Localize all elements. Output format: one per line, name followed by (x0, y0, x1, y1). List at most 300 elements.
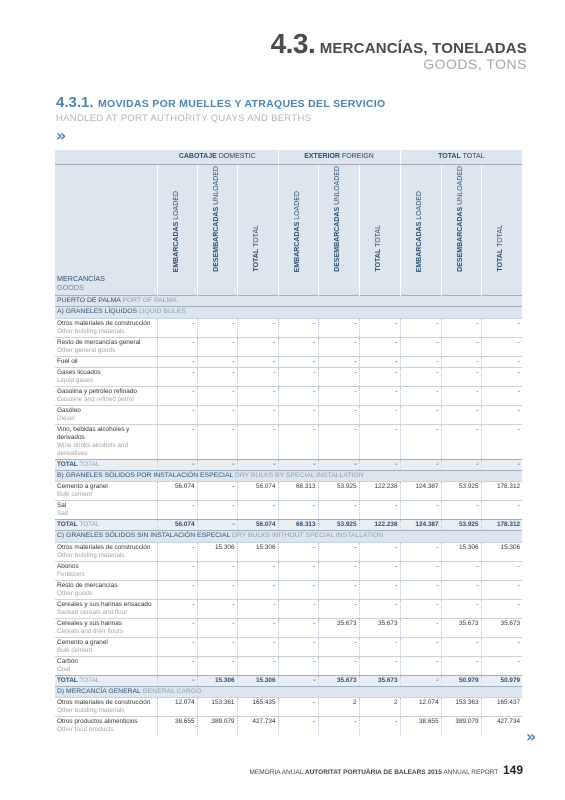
table-cell: - (157, 386, 197, 405)
total-cell: 122.238 (359, 520, 400, 531)
label-es: TOTAL (57, 676, 78, 684)
total-cell: - (278, 459, 318, 470)
total-cell: 15.306 (197, 675, 237, 686)
row-label-en: Other general goods (57, 346, 116, 354)
row-label-es: Sal (57, 502, 67, 510)
column-header-label (253, 225, 262, 272)
table-cell: - (318, 599, 359, 618)
table-cell: - (441, 318, 481, 337)
table-cell: - (359, 337, 400, 356)
table-cell: - (237, 424, 278, 459)
table-cell: 15.306 (237, 542, 278, 561)
total-cell: 35.673 (359, 675, 400, 686)
next-page-chevron-icon[interactable]: » (526, 727, 537, 746)
table-cell: - (441, 656, 481, 675)
column-header (481, 165, 522, 296)
column-header (197, 165, 237, 296)
row-label-en: Gasoline and refined petrol (57, 395, 134, 403)
table-cell: - (237, 405, 278, 424)
table-cell: 2 (359, 698, 400, 717)
row-label-es: Abonos (57, 562, 79, 570)
total-cell: 124.387 (400, 520, 441, 531)
table-cell: - (157, 501, 197, 520)
row-label-en: Liquid gases (57, 376, 93, 384)
table-cell: - (359, 717, 400, 736)
row-label (55, 717, 157, 736)
goods-label-en: GOODS (57, 282, 84, 292)
label-en: LIQUID BULKS (138, 308, 186, 316)
row-label (55, 656, 157, 675)
goods-table (55, 150, 522, 735)
table-cell: 122.238 (359, 482, 400, 501)
row-label-en: Diesel (57, 414, 75, 422)
column-header-en: LOADED (416, 190, 424, 220)
goods-label-es: MERCANCÍAS (57, 273, 105, 283)
column-header-es: DESEMBARCADAS (334, 206, 342, 272)
total-cell: - (359, 459, 400, 470)
table-cell: - (278, 599, 318, 618)
row-label-en: Bulk cement (57, 491, 93, 499)
total-cell: - (157, 675, 197, 686)
label-en: TOTAL (462, 152, 485, 160)
label-es: TOTAL (57, 521, 78, 529)
total-label (55, 520, 157, 531)
table-row (55, 482, 522, 501)
label-en: GENERAL CARGO (142, 687, 202, 695)
table-cell: - (197, 356, 237, 367)
table-row (55, 424, 522, 459)
row-label-es: Resto de mercancías general (57, 338, 141, 346)
table-cell: 35.673 (481, 618, 522, 637)
table-cell: - (237, 618, 278, 637)
table-cell: - (400, 656, 441, 675)
total-cell: 50.979 (441, 675, 481, 686)
label-en: TOTAL (79, 676, 100, 684)
table-cell: - (441, 405, 481, 424)
row-label-es: Resto de mercancías (57, 581, 118, 589)
column-header-es: TOTAL (253, 249, 261, 272)
row-label-en: Other building materials (57, 551, 125, 559)
table-cell: - (400, 356, 441, 367)
table-cell: - (278, 367, 318, 386)
row-label (55, 424, 157, 459)
table-cell: - (318, 405, 359, 424)
label-en: TOTAL (79, 521, 100, 529)
row-label-en: Wine drinks alcohols and derivatives (57, 441, 129, 457)
row-label-en: Other building materials (57, 327, 125, 335)
table-cell: - (278, 656, 318, 675)
row-label-en: Other building materials (57, 707, 125, 715)
column-header-label (375, 225, 384, 272)
table-cell: - (400, 318, 441, 337)
total-cell: 35.673 (318, 675, 359, 686)
table-cell: - (359, 580, 400, 599)
chapter-subtitle: GOODS, TONS (423, 56, 527, 72)
table-cell: - (359, 542, 400, 561)
table-cell: - (237, 599, 278, 618)
group-header-row (55, 150, 522, 165)
column-header (441, 165, 481, 296)
table-cell: - (359, 561, 400, 580)
table-cell: - (318, 424, 359, 459)
table-cell: - (237, 580, 278, 599)
row-label (55, 698, 157, 717)
table-cell: - (441, 337, 481, 356)
table-cell: - (359, 637, 400, 656)
total-cell: 50.979 (481, 675, 522, 686)
row-label-en: Fertilizers (57, 570, 85, 578)
table-cell: 56.074 (157, 482, 197, 501)
label-en: PORT OF PALMA (122, 296, 177, 304)
table-row (55, 618, 522, 637)
footer-organization: AUTORITAT PORTUÀRIA DE BALEARS 2015 (304, 769, 442, 776)
table-cell: 35.673 (318, 618, 359, 637)
table-cell: - (359, 318, 400, 337)
section-header-row (55, 470, 522, 481)
row-label-es: Otros productos alimenticios (57, 718, 138, 726)
table-cell: 427.734 (237, 717, 278, 736)
table-cell: - (318, 367, 359, 386)
section-header-row (55, 307, 522, 318)
table-cell: - (481, 356, 522, 367)
row-label (55, 367, 157, 386)
table-cell: - (278, 318, 318, 337)
table-row (55, 405, 522, 424)
table-cell: - (318, 717, 359, 736)
table-row (55, 356, 522, 367)
table-cell: - (197, 424, 237, 459)
table-cell: 15.306 (481, 542, 522, 561)
column-header (278, 165, 318, 296)
label-es: D) MERCANCÍA GENERAL (57, 687, 141, 695)
section-title-text: MOVIDAS POR MUELLES Y ATRAQUES DEL SERVICIO (97, 98, 386, 110)
column-header-label (497, 225, 506, 272)
row-label-es: Fuel oil (57, 357, 78, 365)
column-header (359, 165, 400, 296)
row-label (55, 405, 157, 424)
row-label-es: Gasóleo (57, 406, 81, 414)
chapter-number: 4.3. (270, 28, 316, 59)
table-cell: - (197, 656, 237, 675)
table-cell: 153.363 (441, 698, 481, 717)
table-cell: - (359, 356, 400, 367)
table-cell: - (278, 637, 318, 656)
total-cell: - (197, 520, 237, 531)
table-cell: - (197, 367, 237, 386)
table-cell: - (278, 337, 318, 356)
column-header (318, 165, 359, 296)
table-cell: - (318, 637, 359, 656)
table-cell: - (318, 386, 359, 405)
footer-report-label: MEMORIA ANUAL (249, 769, 304, 776)
total-cell: 53.925 (441, 520, 481, 531)
table-cell: - (400, 501, 441, 520)
total-cell: - (318, 459, 359, 470)
table-cell: - (318, 656, 359, 675)
table-cell: - (278, 561, 318, 580)
section-header-row (55, 686, 522, 697)
total-label (55, 459, 157, 470)
table-cell: - (157, 356, 197, 367)
table-cell: - (441, 386, 481, 405)
row-label (55, 618, 157, 637)
row-label (55, 580, 157, 599)
table-row (55, 698, 522, 717)
label-es: EXTERIOR (304, 152, 340, 160)
column-header-row (55, 165, 522, 296)
total-cell: - (400, 459, 441, 470)
total-cell: - (278, 675, 318, 686)
total-cell: 56.074 (157, 520, 197, 531)
row-label (55, 482, 157, 501)
table-cell: - (197, 386, 237, 405)
table-cell: - (157, 599, 197, 618)
table-cell: - (278, 405, 318, 424)
label-es: CABOTAJE (178, 152, 217, 160)
table-cell: 389.079 (441, 717, 481, 736)
table-cell: - (481, 501, 522, 520)
page-footer (250, 763, 523, 777)
column-header-en: UNLOADED (212, 166, 220, 205)
label-en: DRY BULKS BY SPECIAL INSTALLATION (234, 471, 364, 479)
row-label-es: Otros materiales de construcción (57, 699, 151, 707)
table-cell: - (278, 542, 318, 561)
table-cell: - (318, 561, 359, 580)
row-label (55, 599, 157, 618)
table-cell: - (481, 337, 522, 356)
table-cell: - (318, 318, 359, 337)
table-cell: - (481, 386, 522, 405)
port-row-cell (55, 295, 522, 306)
table-row (55, 386, 522, 405)
table-cell: - (278, 501, 318, 520)
table-cell: - (481, 561, 522, 580)
table-cell: 12.074 (157, 698, 197, 717)
table-cell: - (237, 337, 278, 356)
table-cell: - (278, 618, 318, 637)
table-cell: - (318, 356, 359, 367)
group-header-total (400, 150, 522, 165)
table-cell: - (157, 424, 197, 459)
table-cell: - (441, 501, 481, 520)
table-cell: - (441, 367, 481, 386)
column-header-en: UNLOADED (456, 166, 464, 205)
table-cell: - (481, 318, 522, 337)
label-es: TOTAL (438, 152, 461, 160)
table-cell: - (157, 337, 197, 356)
table-cell: - (197, 580, 237, 599)
table-cell: - (278, 580, 318, 599)
total-row (55, 459, 522, 470)
table-cell: - (400, 618, 441, 637)
total-cell: 15.306 (237, 675, 278, 686)
table-row (55, 318, 522, 337)
table-cell: - (237, 318, 278, 337)
table-row (55, 637, 522, 656)
chapter-title-text: MERCANCÍAS, TONELADAS (319, 40, 527, 57)
total-cell: - (197, 459, 237, 470)
table-cell: - (400, 386, 441, 405)
group-header-blank (55, 150, 157, 165)
table-cell: - (400, 405, 441, 424)
column-header-en: TOTAL (497, 225, 505, 248)
row-label (55, 318, 157, 337)
table-cell: 427.734 (481, 717, 522, 736)
table-cell: - (157, 618, 197, 637)
table-row (55, 580, 522, 599)
row-label-en: Other goods (57, 589, 93, 597)
row-label-es: Gases licuados (57, 368, 101, 376)
table-cell: 68.313 (278, 482, 318, 501)
column-header (400, 165, 441, 296)
table-cell: - (197, 561, 237, 580)
table-cell: - (481, 599, 522, 618)
row-label-en: Salt (57, 510, 69, 518)
column-header-en: TOTAL (375, 225, 383, 248)
table-cell: - (157, 656, 197, 675)
table-cell: - (359, 656, 400, 675)
table-cell: - (197, 501, 237, 520)
column-header-label (457, 166, 466, 272)
column-header-en: LOADED (172, 190, 180, 220)
table-cell: - (237, 561, 278, 580)
total-label (55, 675, 157, 686)
table-cell: - (197, 482, 237, 501)
table-cell: - (197, 337, 237, 356)
table-row (55, 542, 522, 561)
table-cell: - (237, 367, 278, 386)
table-cell: - (400, 367, 441, 386)
total-row (55, 675, 522, 686)
column-header-label (334, 166, 343, 272)
label-es: A) GRANELES LÍQUIDOS (57, 308, 138, 316)
table-row (55, 717, 522, 736)
table-cell: 15.306 (197, 542, 237, 561)
table-cell: - (157, 367, 197, 386)
row-label-es: Carbón (57, 657, 78, 665)
row-label-en: Sacked cereals and flour (57, 608, 128, 616)
row-label-es: Cereales y sus harinas ensacado (57, 600, 152, 608)
table-cell: - (481, 656, 522, 675)
table-cell: 2 (318, 698, 359, 717)
table-cell: - (157, 318, 197, 337)
table-cell: - (157, 405, 197, 424)
section-title (56, 94, 385, 112)
section-header-row-cell (55, 531, 522, 542)
column-header-label (294, 191, 303, 272)
column-header-label (173, 191, 182, 272)
table-cell: 389.079 (197, 717, 237, 736)
row-label-en: Other food products (57, 726, 114, 734)
section-header-row-cell (55, 307, 522, 318)
total-cell: - (441, 459, 481, 470)
table-cell: - (441, 424, 481, 459)
column-header-label (416, 191, 425, 272)
table-cell: - (481, 367, 522, 386)
column-header-en: TOTAL (253, 225, 261, 248)
table-cell: - (441, 637, 481, 656)
table-cell: - (278, 717, 318, 736)
table-row (55, 599, 522, 618)
table-cell: 35.673 (359, 618, 400, 637)
row-label-es: Cereales y sus harinas (57, 619, 123, 627)
table-cell: - (237, 656, 278, 675)
table-cell: - (400, 580, 441, 599)
table-cell: - (237, 501, 278, 520)
table-cell: - (318, 337, 359, 356)
column-header (237, 165, 278, 296)
label-es: PUERTO DE PALMA (57, 296, 121, 304)
table-cell: - (481, 405, 522, 424)
column-header-es: EMBARCADAS (293, 221, 301, 272)
table-cell: 56.074 (237, 482, 278, 501)
port-row (55, 295, 522, 306)
table-cell: 165.437 (481, 698, 522, 717)
table-cell: - (318, 501, 359, 520)
table-row (55, 501, 522, 520)
table-row (55, 656, 522, 675)
column-header-en: UNLOADED (334, 166, 342, 205)
row-label-en: Bulk cement (57, 646, 93, 654)
column-header-en: LOADED (293, 190, 301, 220)
row-label (55, 637, 157, 656)
total-cell: - (157, 459, 197, 470)
table-cell: 12.074 (400, 698, 441, 717)
table-cell: 35.673 (441, 618, 481, 637)
table-cell: - (237, 637, 278, 656)
table-cell: 53.925 (318, 482, 359, 501)
table-cell: - (441, 356, 481, 367)
table-cell: - (359, 367, 400, 386)
column-header-es: TOTAL (497, 249, 505, 272)
table-cell: 38.655 (400, 717, 441, 736)
row-label (55, 386, 157, 405)
table-cell: - (318, 542, 359, 561)
table-cell: - (400, 337, 441, 356)
total-cell: 68.313 (278, 520, 318, 531)
table-cell: - (197, 405, 237, 424)
table-cell: - (359, 386, 400, 405)
table-row (55, 561, 522, 580)
table-cell: - (197, 637, 237, 656)
row-label-en: Cereals and their flours (57, 627, 124, 635)
row-label-es: Vino, bebidas alcoholes y derivados (57, 425, 130, 441)
table-cell: - (441, 580, 481, 599)
table-row (55, 337, 522, 356)
total-row (55, 520, 522, 531)
table-cell: 124.387 (400, 482, 441, 501)
row-label (55, 542, 157, 561)
table-cell: 165.435 (237, 698, 278, 717)
table-cell: - (441, 561, 481, 580)
table-cell: - (278, 698, 318, 717)
table-cell: - (278, 356, 318, 367)
table-cell: - (481, 424, 522, 459)
table-cell: - (318, 580, 359, 599)
table-cell: - (197, 599, 237, 618)
row-label-en: Coal (57, 665, 71, 673)
row-label-es: Otros materiales de construcción (57, 543, 151, 551)
table-cell: - (157, 542, 197, 561)
total-cell: 178.312 (481, 520, 522, 531)
table-cell: 153.361 (197, 698, 237, 717)
label-es: C) GRANELES SÓLIDOS SIN INSTALACIÓN ESPECIAL (57, 532, 230, 540)
section-number: 4.3.1. (56, 94, 94, 111)
row-label (55, 561, 157, 580)
table-cell: - (441, 599, 481, 618)
row-label-es: Gasolina y petróleo refinado (57, 387, 137, 395)
footer-report-label-en: ANNUAL REPORT (443, 769, 499, 776)
